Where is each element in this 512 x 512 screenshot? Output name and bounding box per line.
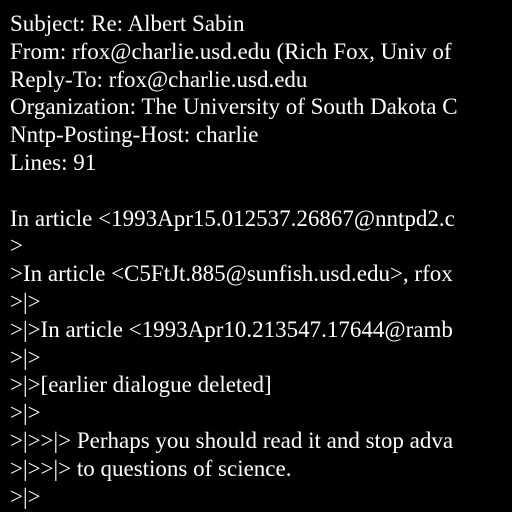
body-line: In article <1993Apr15.012537.26867@nntpd2.c [10, 205, 455, 231]
organization-header: Organization: The University of South Dakota C [10, 94, 458, 120]
message-text [10, 10, 512, 510]
reply-to-header: Reply-To: rfox@charlie.usd.edu [10, 66, 308, 92]
body-line: >|>>|> Perhaps you should read it and stop adva [10, 427, 454, 453]
nntp-posting-host-header: Nntp-Posting-Host: charlie [10, 122, 259, 148]
body-line: >|>>|> to questions of science. [10, 455, 292, 481]
body-line: >|> [10, 483, 41, 509]
body-line: >|>[earlier dialogue deleted] [10, 372, 272, 398]
body-line: >|> [10, 344, 41, 370]
body-line: > [10, 233, 23, 259]
blank-line [10, 177, 512, 205]
body-line: >|>In article <1993Apr10.213547.17644@ramb [10, 316, 453, 342]
subject-header: Subject: Re: Albert Sabin [10, 11, 245, 36]
body-line: >|> [10, 288, 41, 314]
lines-header: Lines: 91 [10, 149, 97, 175]
from-header: From: rfox@charlie.usd.edu (Rich Fox, Univ of [10, 38, 452, 64]
body-line: >|> [10, 400, 41, 426]
body-line: >In article <C5FtJt.885@sunfish.usd.edu>, rfox [10, 261, 453, 287]
